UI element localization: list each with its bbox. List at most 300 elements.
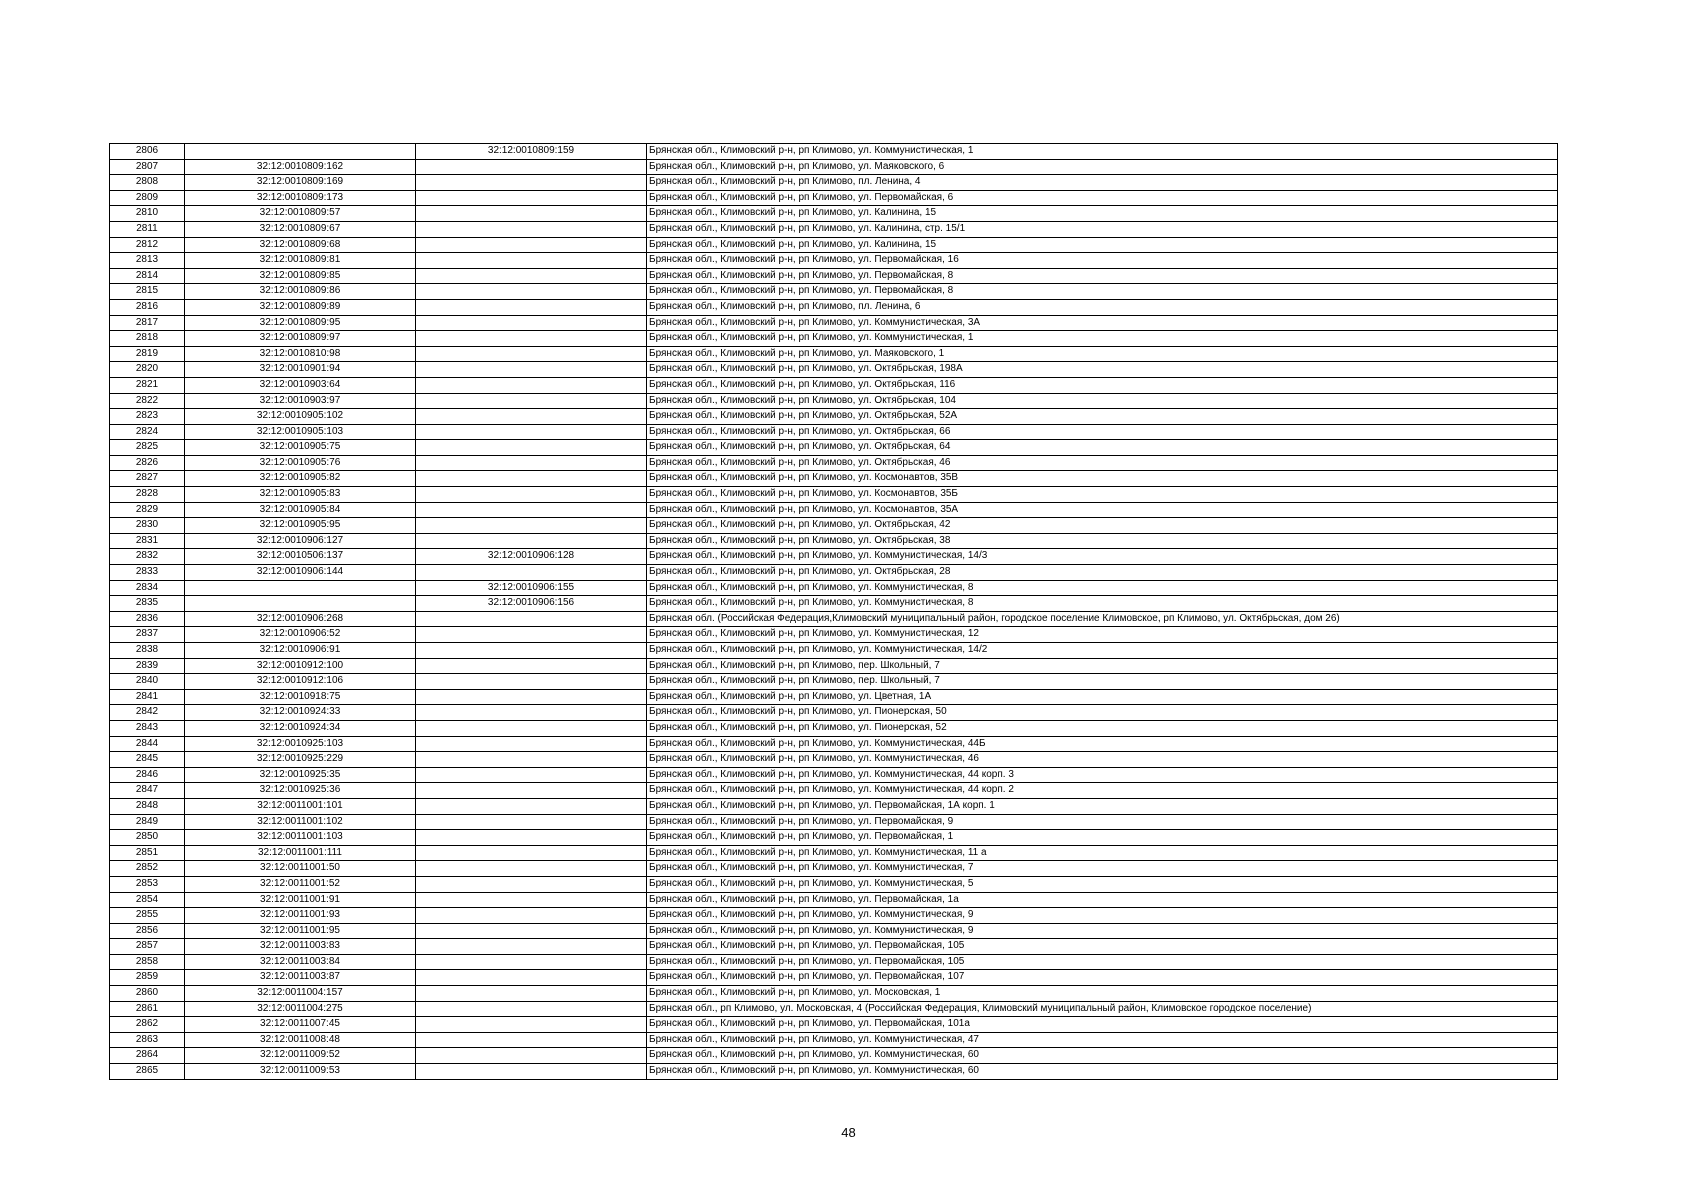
cadastral-number-cell: 32:12:0010809:169 — [185, 175, 416, 191]
cadastral-number-cell: 32:12:0010905:102 — [185, 409, 416, 425]
row-number-cell: 2844 — [110, 736, 185, 752]
related-cadastral-number-cell — [416, 923, 647, 939]
address-cell: Брянская обл., Климовский р-н, рп Климово, ул. Коммунистическая, 1 — [647, 331, 1558, 347]
related-cadastral-number-cell — [416, 533, 647, 549]
row-number-cell: 2862 — [110, 1017, 185, 1033]
cadastral-number-cell: 32:12:0011001:52 — [185, 876, 416, 892]
table-row — [110, 565, 1558, 581]
row-number-cell: 2817 — [110, 315, 185, 331]
row-number-cell: 2831 — [110, 533, 185, 549]
table-row — [110, 393, 1558, 409]
row-number-cell: 2858 — [110, 954, 185, 970]
row-number-cell: 2816 — [110, 299, 185, 315]
row-number-cell: 2850 — [110, 830, 185, 846]
address-cell: Брянская обл., Климовский р-н, рп Климово, ул. Коммунистическая, 47 — [647, 1032, 1558, 1048]
related-cadastral-number-cell — [416, 876, 647, 892]
cadastral-number-cell: 32:12:0011008:48 — [185, 1032, 416, 1048]
cadastral-number-cell: 32:12:0010912:106 — [185, 674, 416, 690]
address-cell: Брянская обл., Климовский р-н, рп Климово, ул. Коммунистическая, 11 а — [647, 845, 1558, 861]
table-row — [110, 986, 1558, 1002]
row-number-cell: 2812 — [110, 237, 185, 253]
cadastral-number-cell: 32:12:0010809:57 — [185, 206, 416, 222]
related-cadastral-number-cell — [416, 736, 647, 752]
table-row — [110, 783, 1558, 799]
table-row — [110, 939, 1558, 955]
cadastral-number-cell: 32:12:0010809:173 — [185, 190, 416, 206]
cadastral-number-cell: 32:12:0010809:67 — [185, 221, 416, 237]
cadastral-number-cell: 32:12:0010924:33 — [185, 705, 416, 721]
row-number-cell: 2842 — [110, 705, 185, 721]
row-number-cell: 2808 — [110, 175, 185, 191]
cadastral-number-cell: 32:12:0011001:101 — [185, 798, 416, 814]
address-cell: Брянская обл., Климовский р-н, рп Климово, ул. Коммунистическая, 9 — [647, 923, 1558, 939]
address-cell: Брянская обл., Климовский р-н, рп Климово, ул. Коммунистическая, 8 — [647, 596, 1558, 612]
related-cadastral-number-cell — [416, 689, 647, 705]
cadastral-number-cell: 32:12:0010809:68 — [185, 237, 416, 253]
row-number-cell: 2864 — [110, 1048, 185, 1064]
address-cell: Брянская обл., Климовский р-н, рп Климово, ул. Коммунистическая, 60 — [647, 1048, 1558, 1064]
address-cell: Брянская обл., Климовский р-н, рп Климово, ул. Октябрьская, 104 — [647, 393, 1558, 409]
address-cell: Брянская обл. (Российская Федерация,Климовский муниципальный район, городское поселение Климовское, рп Климово, ул. Октябрьская, дом 26) — [647, 611, 1558, 627]
table-row — [110, 284, 1558, 300]
page-number: 48 — [841, 1125, 856, 1140]
row-number-cell: 2824 — [110, 424, 185, 440]
row-number-cell: 2849 — [110, 814, 185, 830]
related-cadastral-number-cell — [416, 471, 647, 487]
related-cadastral-number-cell — [416, 440, 647, 456]
cadastral-number-cell — [185, 596, 416, 612]
related-cadastral-number-cell — [416, 487, 647, 503]
cadastral-number-cell: 32:12:0010905:95 — [185, 518, 416, 534]
cadastral-number-cell: 32:12:0010912:100 — [185, 658, 416, 674]
cadastral-number-cell: 32:12:0011007:45 — [185, 1017, 416, 1033]
address-cell: Брянская обл., Климовский р-н, рп Климово, ул. Коммунистическая, 3А — [647, 315, 1558, 331]
related-cadastral-number-cell — [416, 565, 647, 581]
related-cadastral-number-cell — [416, 409, 647, 425]
row-number-cell: 2857 — [110, 939, 185, 955]
row-number-cell: 2833 — [110, 565, 185, 581]
table-row — [110, 377, 1558, 393]
address-cell: Брянская обл., Климовский р-н, рп Климово, ул. Первомайская, 1а — [647, 892, 1558, 908]
cadastral-number-cell: 32:12:0010925:36 — [185, 783, 416, 799]
related-cadastral-number-cell — [416, 424, 647, 440]
table-row — [110, 861, 1558, 877]
table-row — [110, 736, 1558, 752]
cadastral-number-cell: 32:12:0010906:52 — [185, 627, 416, 643]
related-cadastral-number-cell — [416, 1048, 647, 1064]
cadastral-number-cell: 32:12:0010809:85 — [185, 268, 416, 284]
table-row — [110, 549, 1558, 565]
row-number-cell: 2860 — [110, 986, 185, 1002]
related-cadastral-number-cell — [416, 845, 647, 861]
address-cell: Брянская обл., Климовский р-н, рп Климово, ул. Коммунистическая, 12 — [647, 627, 1558, 643]
table-row — [110, 643, 1558, 659]
cadastral-number-cell: 32:12:0010809:97 — [185, 331, 416, 347]
related-cadastral-number-cell — [416, 393, 647, 409]
table-row — [110, 892, 1558, 908]
related-cadastral-number-cell — [416, 939, 647, 955]
address-cell: Брянская обл., Климовский р-н, рп Климово, ул. Октябрьская, 52А — [647, 409, 1558, 425]
related-cadastral-number-cell — [416, 658, 647, 674]
table-row — [110, 1064, 1558, 1080]
related-cadastral-number-cell — [416, 331, 647, 347]
cadastral-number-cell: 32:12:0010905:84 — [185, 502, 416, 518]
row-number-cell: 2826 — [110, 455, 185, 471]
table-row — [110, 798, 1558, 814]
table-row — [110, 221, 1558, 237]
row-number-cell: 2822 — [110, 393, 185, 409]
address-cell: Брянская обл., Климовский р-н, рп Климово, ул. Первомайская, 1 — [647, 830, 1558, 846]
table-row — [110, 658, 1558, 674]
address-cell: Брянская обл., Климовский р-н, рп Климово, пл. Ленина, 4 — [647, 175, 1558, 191]
address-cell: Брянская обл., Климовский р-н, рп Климово, ул. Коммунистическая, 44 корп. 3 — [647, 767, 1558, 783]
row-number-cell: 2840 — [110, 674, 185, 690]
row-number-cell: 2834 — [110, 580, 185, 596]
row-number-cell: 2851 — [110, 845, 185, 861]
table-row — [110, 954, 1558, 970]
cadastral-number-cell: 32:12:0010901:94 — [185, 362, 416, 378]
related-cadastral-number-cell — [416, 798, 647, 814]
related-cadastral-number-cell — [416, 1017, 647, 1033]
address-cell: Брянская обл., Климовский р-н, рп Климово, ул. Октябрьская, 66 — [647, 424, 1558, 440]
table-row — [110, 487, 1558, 503]
address-cell: Брянская обл., Климовский р-н, рп Климово, ул. Пионерская, 50 — [647, 705, 1558, 721]
table-row — [110, 159, 1558, 175]
address-cell: Брянская обл., Климовский р-н, рп Климово, пер. Школьный, 7 — [647, 658, 1558, 674]
cadastral-number-cell: 32:12:0010903:97 — [185, 393, 416, 409]
address-cell: Брянская обл., Климовский р-н, рп Климово, ул. Коммунистическая, 14/3 — [647, 549, 1558, 565]
address-cell: Брянская обл., Климовский р-н, рп Климово, ул. Цветная, 1А — [647, 689, 1558, 705]
table-row — [110, 237, 1558, 253]
row-number-cell: 2810 — [110, 206, 185, 222]
cadastral-number-cell: 32:12:0010906:268 — [185, 611, 416, 627]
cadastral-number-cell: 32:12:0010903:64 — [185, 377, 416, 393]
table-row — [110, 705, 1558, 721]
related-cadastral-number-cell — [416, 253, 647, 269]
related-cadastral-number-cell — [416, 861, 647, 877]
row-number-cell: 2838 — [110, 643, 185, 659]
address-cell: Брянская обл., Климовский р-н, рп Климово, ул. Коммунистическая, 7 — [647, 861, 1558, 877]
row-number-cell: 2829 — [110, 502, 185, 518]
address-cell: Брянская обл., рп Климово, ул. Московская, 4 (Российская Федерация, Климовский муниципальный район, Климовское городское поселение) — [647, 1001, 1558, 1017]
cadastral-number-cell: 32:12:0010809:81 — [185, 253, 416, 269]
cadastral-number-cell: 32:12:0011001:50 — [185, 861, 416, 877]
address-cell: Брянская обл., Климовский р-н, рп Климово, ул. Коммунистическая, 5 — [647, 876, 1558, 892]
related-cadastral-number-cell — [416, 705, 647, 721]
address-cell: Брянская обл., Климовский р-н, рп Климово, ул. Первомайская, 16 — [647, 253, 1558, 269]
table-row — [110, 752, 1558, 768]
cadastral-number-cell: 32:12:0010925:35 — [185, 767, 416, 783]
related-cadastral-number-cell — [416, 299, 647, 315]
address-cell: Брянская обл., Климовский р-н, рп Климово, ул. Первомайская, 101а — [647, 1017, 1558, 1033]
related-cadastral-number-cell — [416, 892, 647, 908]
cadastral-number-cell: 32:12:0010905:82 — [185, 471, 416, 487]
address-cell: Брянская обл., Климовский р-н, рп Климово, ул. Пионерская, 52 — [647, 720, 1558, 736]
cadastral-number-cell: 32:12:0011003:87 — [185, 970, 416, 986]
cadastral-number-cell: 32:12:0010809:162 — [185, 159, 416, 175]
cadastral-number-cell: 32:12:0011001:91 — [185, 892, 416, 908]
row-number-cell: 2853 — [110, 876, 185, 892]
table-row — [110, 190, 1558, 206]
address-cell: Брянская обл., Климовский р-н, рп Климово, ул. Первомайская, 105 — [647, 939, 1558, 955]
related-cadastral-number-cell — [416, 377, 647, 393]
related-cadastral-number-cell: 32:12:0010809:159 — [416, 144, 647, 160]
address-cell: Брянская обл., Климовский р-н, рп Климово, ул. Космонавтов, 35А — [647, 502, 1558, 518]
cadastral-number-cell: 32:12:0011001:95 — [185, 923, 416, 939]
cadastral-number-cell: 32:12:0010810:98 — [185, 346, 416, 362]
related-cadastral-number-cell — [416, 767, 647, 783]
row-number-cell: 2807 — [110, 159, 185, 175]
table-row — [110, 1032, 1558, 1048]
table-row — [110, 471, 1558, 487]
address-cell: Брянская обл., Климовский р-н, рп Климово, ул. Коммунистическая, 8 — [647, 580, 1558, 596]
table-row — [110, 144, 1558, 160]
address-cell: Брянская обл., Климовский р-н, рп Климово, ул. Первомайская, 1А корп. 1 — [647, 798, 1558, 814]
related-cadastral-number-cell — [416, 284, 647, 300]
table-row — [110, 424, 1558, 440]
related-cadastral-number-cell — [416, 674, 647, 690]
cadastral-number-cell: 32:12:0011009:53 — [185, 1064, 416, 1080]
address-cell: Брянская обл., Климовский р-н, рп Климово, пер. Школьный, 7 — [647, 674, 1558, 690]
table-row — [110, 502, 1558, 518]
address-cell: Брянская обл., Климовский р-н, рп Климово, ул. Первомайская, 8 — [647, 284, 1558, 300]
address-cell: Брянская обл., Климовский р-н, рп Климово, ул. Коммунистическая, 44Б — [647, 736, 1558, 752]
table-row — [110, 1017, 1558, 1033]
address-cell: Брянская обл., Климовский р-н, рп Климово, ул. Октябрьская, 38 — [647, 533, 1558, 549]
cadastral-number-cell: 32:12:0011001:102 — [185, 814, 416, 830]
related-cadastral-number-cell — [416, 190, 647, 206]
row-number-cell: 2846 — [110, 767, 185, 783]
address-cell: Брянская обл., Климовский р-н, рп Климово, ул. Октябрьская, 116 — [647, 377, 1558, 393]
row-number-cell: 2809 — [110, 190, 185, 206]
row-number-cell: 2820 — [110, 362, 185, 378]
address-cell: Брянская обл., Климовский р-н, рп Климово, ул. Первомайская, 107 — [647, 970, 1558, 986]
cadastral-number-cell: 32:12:0011009:52 — [185, 1048, 416, 1064]
row-number-cell: 2821 — [110, 377, 185, 393]
related-cadastral-number-cell — [416, 362, 647, 378]
related-cadastral-number-cell: 32:12:0010906:156 — [416, 596, 647, 612]
row-number-cell: 2827 — [110, 471, 185, 487]
cadastral-number-cell: 32:12:0011001:103 — [185, 830, 416, 846]
cadastral-number-cell: 32:12:0011003:83 — [185, 939, 416, 955]
cadastral-number-cell: 32:12:0010905:76 — [185, 455, 416, 471]
related-cadastral-number-cell — [416, 1001, 647, 1017]
related-cadastral-number-cell — [416, 970, 647, 986]
row-number-cell: 2835 — [110, 596, 185, 612]
row-number-cell: 2813 — [110, 253, 185, 269]
table-row — [110, 1048, 1558, 1064]
table-row — [110, 908, 1558, 924]
related-cadastral-number-cell — [416, 783, 647, 799]
row-number-cell: 2841 — [110, 689, 185, 705]
table-row — [110, 440, 1558, 456]
table-row — [110, 923, 1558, 939]
cadastral-number-cell: 32:12:0011004:157 — [185, 986, 416, 1002]
address-cell: Брянская обл., Климовский р-н, рп Климово, ул. Октябрьская, 42 — [647, 518, 1558, 534]
table-row — [110, 315, 1558, 331]
cadastral-number-cell: 32:12:0011004:275 — [185, 1001, 416, 1017]
table-row — [110, 876, 1558, 892]
table-row — [110, 611, 1558, 627]
data-table-container — [109, 143, 1557, 1080]
cadastral-number-cell — [185, 144, 416, 160]
row-number-cell: 2843 — [110, 720, 185, 736]
address-cell: Брянская обл., Климовский р-н, рп Климово, ул. Первомайская, 6 — [647, 190, 1558, 206]
row-number-cell: 2836 — [110, 611, 185, 627]
table-row — [110, 845, 1558, 861]
related-cadastral-number-cell — [416, 518, 647, 534]
related-cadastral-number-cell — [416, 455, 647, 471]
related-cadastral-number-cell — [416, 502, 647, 518]
row-number-cell: 2815 — [110, 284, 185, 300]
table-row — [110, 175, 1558, 191]
table-row — [110, 814, 1558, 830]
table-row — [110, 1001, 1558, 1017]
cadastral-number-cell: 32:12:0010906:144 — [185, 565, 416, 581]
row-number-cell: 2830 — [110, 518, 185, 534]
cadastral-number-cell: 32:12:0010905:83 — [185, 487, 416, 503]
row-number-cell: 2861 — [110, 1001, 185, 1017]
cadastral-number-cell: 32:12:0010809:86 — [185, 284, 416, 300]
related-cadastral-number-cell — [416, 237, 647, 253]
address-cell: Брянская обл., Климовский р-н, рп Климово, ул. Калинина, стр. 15/1 — [647, 221, 1558, 237]
table-row — [110, 580, 1558, 596]
address-cell: Брянская обл., Климовский р-н, рп Климово, ул. Космонавтов, 35В — [647, 471, 1558, 487]
address-cell: Брянская обл., Климовский р-н, рп Климово, ул. Коммунистическая, 1 — [647, 144, 1558, 160]
row-number-cell: 2825 — [110, 440, 185, 456]
address-cell: Брянская обл., Климовский р-н, рп Климово, ул. Калинина, 15 — [647, 237, 1558, 253]
row-number-cell: 2848 — [110, 798, 185, 814]
related-cadastral-number-cell — [416, 752, 647, 768]
related-cadastral-number-cell — [416, 627, 647, 643]
related-cadastral-number-cell — [416, 346, 647, 362]
row-number-cell: 2832 — [110, 549, 185, 565]
cadastral-number-cell: 32:12:0010809:95 — [185, 315, 416, 331]
row-number-cell: 2845 — [110, 752, 185, 768]
row-number-cell: 2828 — [110, 487, 185, 503]
cadastral-number-cell: 32:12:0010506:137 — [185, 549, 416, 565]
related-cadastral-number-cell — [416, 954, 647, 970]
table-row — [110, 362, 1558, 378]
cadastral-number-cell — [185, 580, 416, 596]
table-row — [110, 767, 1558, 783]
row-number-cell: 2856 — [110, 923, 185, 939]
row-number-cell: 2847 — [110, 783, 185, 799]
cadastral-number-cell: 32:12:0010809:89 — [185, 299, 416, 315]
related-cadastral-number-cell — [416, 221, 647, 237]
related-cadastral-number-cell — [416, 1064, 647, 1080]
related-cadastral-number-cell — [416, 830, 647, 846]
related-cadastral-number-cell — [416, 908, 647, 924]
related-cadastral-number-cell — [416, 175, 647, 191]
address-cell: Брянская обл., Климовский р-н, рп Климово, ул. Коммунистическая, 46 — [647, 752, 1558, 768]
address-cell: Брянская обл., Климовский р-н, рп Климово, ул. Коммунистическая, 14/2 — [647, 643, 1558, 659]
related-cadastral-number-cell: 32:12:0010906:128 — [416, 549, 647, 565]
cadastral-number-cell: 32:12:0010924:34 — [185, 720, 416, 736]
address-cell: Брянская обл., Климовский р-н, рп Климово, ул. Октябрьская, 28 — [647, 565, 1558, 581]
address-cell: Брянская обл., Климовский р-н, рп Климово, ул. Московская, 1 — [647, 986, 1558, 1002]
related-cadastral-number-cell — [416, 1032, 647, 1048]
address-cell: Брянская обл., Климовский р-н, рп Климово, ул. Первомайская, 9 — [647, 814, 1558, 830]
address-cell: Брянская обл., Климовский р-н, рп Климово, ул. Октябрьская, 46 — [647, 455, 1558, 471]
row-number-cell: 2854 — [110, 892, 185, 908]
cadastral-number-cell: 32:12:0010905:75 — [185, 440, 416, 456]
row-number-cell: 2859 — [110, 970, 185, 986]
address-cell: Брянская обл., Климовский р-н, рп Климово, ул. Октябрьская, 64 — [647, 440, 1558, 456]
row-number-cell: 2839 — [110, 658, 185, 674]
row-number-cell: 2806 — [110, 144, 185, 160]
cadastral-number-cell: 32:12:0010906:91 — [185, 643, 416, 659]
address-cell: Брянская обл., Климовский р-н, рп Климово, ул. Первомайская, 8 — [647, 268, 1558, 284]
related-cadastral-number-cell — [416, 611, 647, 627]
table-row — [110, 970, 1558, 986]
row-number-cell: 2814 — [110, 268, 185, 284]
address-cell: Брянская обл., Климовский р-н, рп Климово, ул. Маяковского, 1 — [647, 346, 1558, 362]
table-row — [110, 720, 1558, 736]
address-cell: Брянская обл., Климовский р-н, рп Климово, ул. Октябрьская, 198А — [647, 362, 1558, 378]
related-cadastral-number-cell — [416, 986, 647, 1002]
table-row — [110, 268, 1558, 284]
row-number-cell: 2852 — [110, 861, 185, 877]
table-row — [110, 455, 1558, 471]
table-row — [110, 830, 1558, 846]
row-number-cell: 2823 — [110, 409, 185, 425]
address-cell: Брянская обл., Климовский р-н, рп Климово, ул. Первомайская, 105 — [647, 954, 1558, 970]
data-table — [109, 143, 1558, 1080]
row-number-cell: 2811 — [110, 221, 185, 237]
cadastral-number-cell: 32:12:0010925:229 — [185, 752, 416, 768]
table-row — [110, 596, 1558, 612]
table-row — [110, 253, 1558, 269]
table-row — [110, 206, 1558, 222]
row-number-cell: 2865 — [110, 1064, 185, 1080]
related-cadastral-number-cell: 32:12:0010906:155 — [416, 580, 647, 596]
related-cadastral-number-cell — [416, 159, 647, 175]
cadastral-number-cell: 32:12:0010925:103 — [185, 736, 416, 752]
table-body — [110, 144, 1558, 1080]
table-row — [110, 518, 1558, 534]
address-cell: Брянская обл., Климовский р-н, рп Климово, ул. Маяковского, 6 — [647, 159, 1558, 175]
row-number-cell: 2863 — [110, 1032, 185, 1048]
table-row — [110, 533, 1558, 549]
table-row — [110, 299, 1558, 315]
cadastral-number-cell: 32:12:0011001:93 — [185, 908, 416, 924]
table-row — [110, 346, 1558, 362]
address-cell: Брянская обл., Климовский р-н, рп Климово, ул. Коммунистическая, 9 — [647, 908, 1558, 924]
table-row — [110, 409, 1558, 425]
cadastral-number-cell: 32:12:0010906:127 — [185, 533, 416, 549]
table-row — [110, 674, 1558, 690]
table-row — [110, 331, 1558, 347]
address-cell: Брянская обл., Климовский р-н, рп Климово, ул. Коммунистическая, 60 — [647, 1064, 1558, 1080]
related-cadastral-number-cell — [416, 720, 647, 736]
cadastral-number-cell: 32:12:0010918:75 — [185, 689, 416, 705]
cadastral-number-cell: 32:12:0011003:84 — [185, 954, 416, 970]
cadastral-number-cell: 32:12:0011001:111 — [185, 845, 416, 861]
related-cadastral-number-cell — [416, 814, 647, 830]
cadastral-number-cell: 32:12:0010905:103 — [185, 424, 416, 440]
related-cadastral-number-cell — [416, 206, 647, 222]
related-cadastral-number-cell — [416, 268, 647, 284]
row-number-cell: 2837 — [110, 627, 185, 643]
row-number-cell: 2819 — [110, 346, 185, 362]
address-cell: Брянская обл., Климовский р-н, рп Климово, пл. Ленина, 6 — [647, 299, 1558, 315]
related-cadastral-number-cell — [416, 643, 647, 659]
table-row — [110, 689, 1558, 705]
address-cell: Брянская обл., Климовский р-н, рп Климово, ул. Калинина, 15 — [647, 206, 1558, 222]
related-cadastral-number-cell — [416, 315, 647, 331]
address-cell: Брянская обл., Климовский р-н, рп Климово, ул. Коммунистическая, 44 корп. 2 — [647, 783, 1558, 799]
